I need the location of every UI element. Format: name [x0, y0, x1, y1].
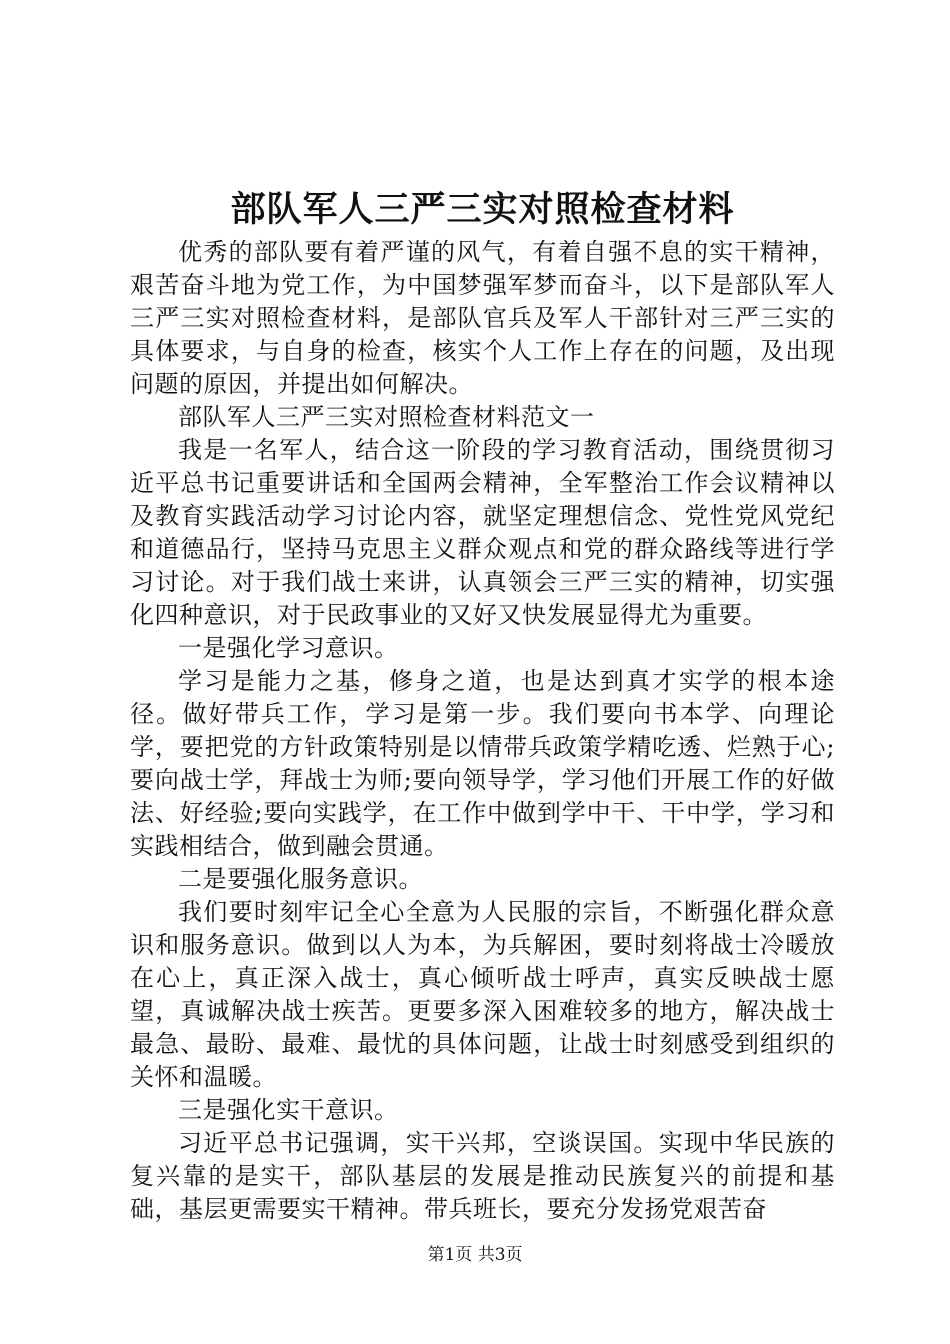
point-heading-learning: 一是强化学习意识。: [178, 634, 399, 662]
body-paragraph: 我是一名军人，结合这一阶段的学习教育活动，围绕贯彻习近平总书记重要讲话和全国两会精神，全军整治工作会议精神以及教育实践活动学习讨论内容，就坚定理想信念、党性党风党纪和道德品行，坚持马克思主义群众观点和党的群众路线等进行学习讨论。对于我们战士来讲，认真领会三严三实的精神，切实强化四种意识，对于民政事业的又好又快发展显得尤为重要。: [130, 436, 835, 629]
document-title: 部队军人三严三实对照检查材料: [230, 189, 735, 230]
point-heading-practice: 三是强化实干意识。: [178, 1096, 399, 1124]
document-body: [130, 236, 835, 1226]
body-paragraph: 学习是能力之基，修身之道，也是达到真才实学的根本途径。做好带兵工作，学习是第一步。我们要向书本学、向理论学，要把党的方针政策特别是以情带兵政策学精吃透、烂熟于心;要向战士学，拜战士为师;要向领导学，学习他们开展工作的好做法、好经验;要向实践学，在工作中做到学中干、干中学，学习和实践相结合，做到融会贯通。: [130, 667, 835, 860]
body-paragraph: 我们要时刻牢记全心全意为人民服的宗旨，不断强化群众意识和服务意识。做到以人为本，为兵解困，要时刻将战士冷暖放在心上，真正深入战士，真心倾听战士呼声，真实反映战士愿望，真诚解决战士疾苦。更要多深入困难较多的地方，解决战士最急、最盼、最难、最忧的具体问题，让战士时刻感受到组织的关怀和温暖。: [130, 898, 835, 1091]
document-page: [130, 0, 835, 1344]
intro-paragraph: 优秀的部队要有着严谨的风气，有着自强不息的实干精神，艰苦奋斗地为党工作，为中国梦强军梦而奋斗，以下是部队军人三严三实对照检查材料，是部队官兵及军人干部针对三严三实的具体要求，与自身的检查，核实个人工作上存在的问题，及出现问题的原因，并提出如何解决。: [130, 238, 835, 398]
point-heading-service: 二是要强化服务意识。: [178, 865, 423, 893]
page-number-footer: 第1页 共3页: [427, 1245, 523, 1265]
body-paragraph: 习近平总书记强调，实干兴邦，空谈误国。实现中华民族的复兴靠的是实干，部队基层的发展是推动民族复兴的前提和基础，基层更需要实干精神。带兵班长，要充分发扬党艰苦奋: [130, 1129, 835, 1223]
section-heading-sample-one: 部队军人三严三实对照检查材料范文一: [178, 403, 595, 431]
